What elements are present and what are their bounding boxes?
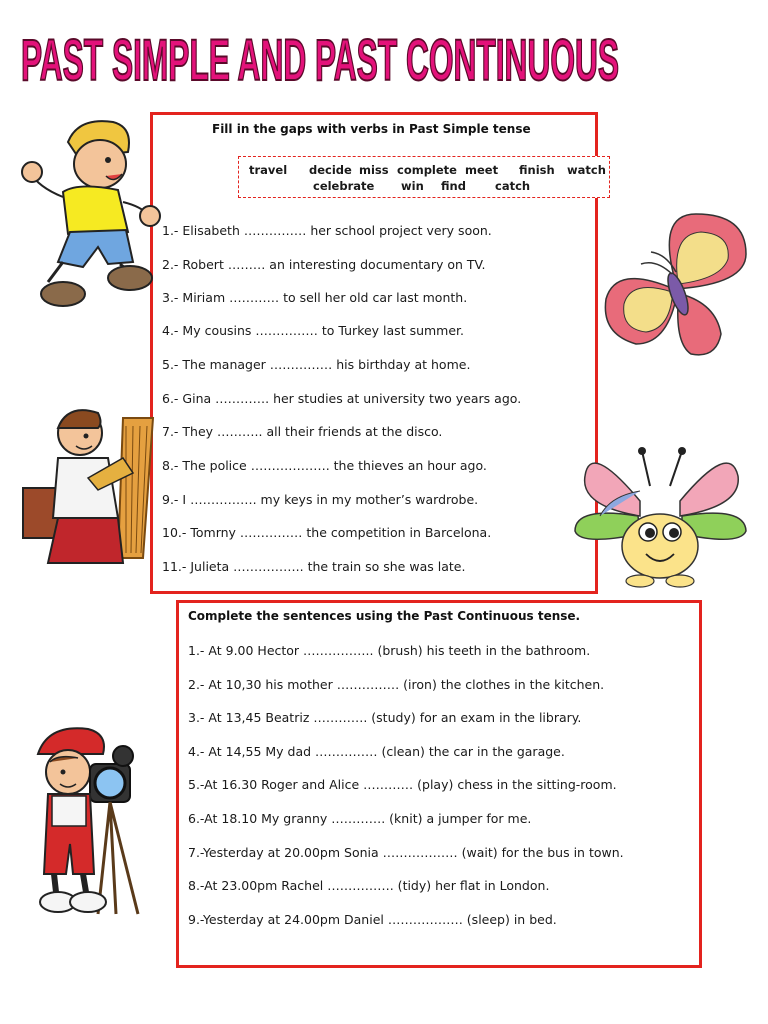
word-bank-item: catch: [495, 179, 531, 193]
past-simple-sentence: 6.- Gina …………. her studies at university two years ago.: [162, 391, 522, 406]
word-bank-item: finish: [519, 163, 555, 177]
word-bank-item: celebrate: [313, 179, 375, 193]
word-bank-item: watch: [567, 163, 606, 177]
butterfly-icon: [596, 204, 756, 364]
past-simple-sentence: 8.- The police ………………. the thieves an hour ago.: [162, 458, 487, 473]
word-bank: [238, 156, 610, 198]
word-bank-item: meet: [465, 163, 499, 177]
past-continuous-sentence: 5.-At 16.30 Roger and Alice ………… (play) chess in the sitting-room.: [188, 777, 617, 792]
boy-musician-icon: [18, 398, 158, 573]
past-simple-instruction: Fill in the gaps with verbs in Past Simple tense: [212, 122, 531, 136]
past-continuous-sentence: 9.-Yesterday at 24.00pm Daniel ……………… (sleep) in bed.: [188, 912, 557, 927]
past-simple-sentence: 1.- Elisabeth …………… her school project very soon.: [162, 223, 492, 238]
past-simple-sentence: 9.- I ……………. my keys in my mother’s wardrobe.: [162, 492, 479, 507]
past-continuous-sentence: 8.-At 23.00pm Rachel ……………. (tidy) her flat in London.: [188, 878, 550, 893]
past-continuous-sentence: 2.- At 10,30 his mother …………… (iron) the clothes in the kitchen.: [188, 677, 605, 692]
page-title: [0, 18, 768, 98]
past-simple-sentence: 2.- Robert ……… an interesting documentary on TV.: [162, 257, 486, 272]
word-bank-item: find: [441, 179, 466, 193]
word-bank-item: travel: [249, 163, 288, 177]
past-continuous-sentence: 3.- At 13,45 Beatriz …………. (study) for an exam in the library.: [188, 710, 582, 725]
word-bank-item: miss: [359, 163, 389, 177]
past-simple-sentence: 7.- They ……….. all their friends at the disco.: [162, 424, 443, 439]
page-title-text: PAST SIMPLE AND PAST CONTINUOUS: [21, 28, 619, 93]
past-continuous-sentence: 1.- At 9.00 Hector …………….. (brush) his teeth in the bathroom.: [188, 643, 591, 658]
past-continuous-instruction: Complete the sentences using the Past Continuous tense.: [188, 609, 581, 623]
word-bank-item: decide: [309, 163, 352, 177]
boy-dancing-icon: [18, 112, 163, 312]
past-simple-sentence: 10.- Tomrny …………… the competition in Barcelona.: [162, 525, 492, 540]
word-bank-item: complete: [397, 163, 457, 177]
past-continuous-sentence: 7.-Yesterday at 20.00pm Sonia ……………… (wait) for the bus in town.: [188, 845, 624, 860]
past-simple-sentence: 11.- Julieta …………….. the train so she was late.: [162, 559, 466, 574]
past-simple-sentence: 3.- Miriam ………… to sell her old car last month.: [162, 290, 468, 305]
past-continuous-sentence: 6.-At 18.10 My granny …………. (knit) a jumper for me.: [188, 811, 532, 826]
past-simple-sentence: 4.- My cousins …………… to Turkey last summer.: [162, 323, 465, 338]
cute-bug-icon: [570, 446, 750, 591]
past-simple-sentence: 5.- The manager …………… his birthday at home.: [162, 357, 471, 372]
past-continuous-sentence: 4.- At 14,55 My dad …………… (clean) the car in the garage.: [188, 744, 565, 759]
photographer-child-icon: [28, 724, 158, 919]
word-bank-item: win: [401, 179, 424, 193]
